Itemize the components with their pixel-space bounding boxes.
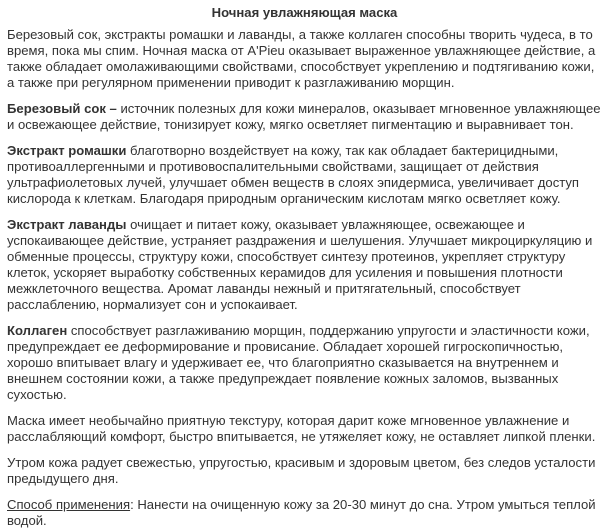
ingredient-description: очищает и питает кожу, оказывает увлажняющее, освежающее и успокаивающее действие, устраняет раздражения и шелушения. Улучшает микроциркуляцию и обменные процессы, структуру кожи, способствует синтезу протеинов, укрепляет структуру клеток, ускоряет выработку собственных керамидов для усиления и повышения плотности межклеточного вещества. Аромат лаванды нежный и притягательный, способствует расслаблению, нормализует сон и успокаивает.: [7, 217, 593, 312]
ingredient-paragraph-birch-sap: [7, 101, 602, 133]
ingredient-name: Экстракт лаванды: [7, 217, 127, 232]
texture-paragraph: Маска имеет необычайно приятную текстуру, которая дарит коже мгновенное увлажнение и расслабляющий комфорт, быстро впитывается, не утяжеляет кожу, не оставляет липкой пленки.: [7, 413, 596, 444]
ingredient-description: способствует разглаживанию морщин, поддержанию упругости и эластичности кожи, предупреждает ее деформирование и провисание. Обладает хорошей гигроскопичностью, хорошо впитывает влагу и удерживает ее, что благоприятно сказывается на внутреннем и внешнем состоянии кожи, а также предупреждает появление кожных заломов, вызванных сухостью.: [7, 323, 590, 402]
page-title: Ночная увлажняющая маска: [211, 5, 398, 20]
ingredient-description: благотворно воздействует на кожу, так как обладает бактерицидными, противоаллергенными и противовоспалительными свойствами, защищает от действия ультрафиолетовых лучей, улучшает обмен веществ в слоях эпидермиса, увеличивает доступ кислорода к клеткам. Благодаря природным органическим кислотам мягко осветляет кожу.: [7, 143, 580, 206]
intro-paragraph: Березовый сок, экстракты ромашки и лаванды, а также коллаген способны творить чудеса, в то время, пока мы спим. Ночная маска от A'Pieu оказывает выраженное увлажняющее действие, а также обладает омолаживающими свойствами, способствует укреплению и подтягиванию кожи, а также при регулярном применении приводит к разглаживанию морщин.: [7, 27, 596, 90]
ingredient-name: Коллаген: [7, 323, 68, 338]
usage-paragraph: [7, 497, 602, 529]
ingredient-name: Березовый сок –: [7, 101, 117, 116]
ingredient-paragraph-lavender: [7, 217, 602, 313]
ingredient-paragraph-chamomile: [7, 143, 602, 207]
usage-text: : Нанести на очищенную кожу за 20-30 минут до сна. Утром умыться теплой водой.: [7, 497, 596, 528]
ingredient-description: источник полезных для кожи минералов, оказывает мгновенное увлажняющее и освежающее действие, тонизирует кожу, мягко осветляет пигментацию и выравнивает тон.: [7, 101, 601, 132]
usage-label: Способ применения: [7, 497, 131, 512]
ingredient-paragraph-collagen: [7, 323, 602, 403]
ingredient-name: Экстракт ромашки: [7, 143, 127, 158]
morning-effect-paragraph: Утром кожа радует свежестью, упругостью, красивым и здоровым цветом, без следов усталости предыдущего дня.: [7, 455, 596, 486]
